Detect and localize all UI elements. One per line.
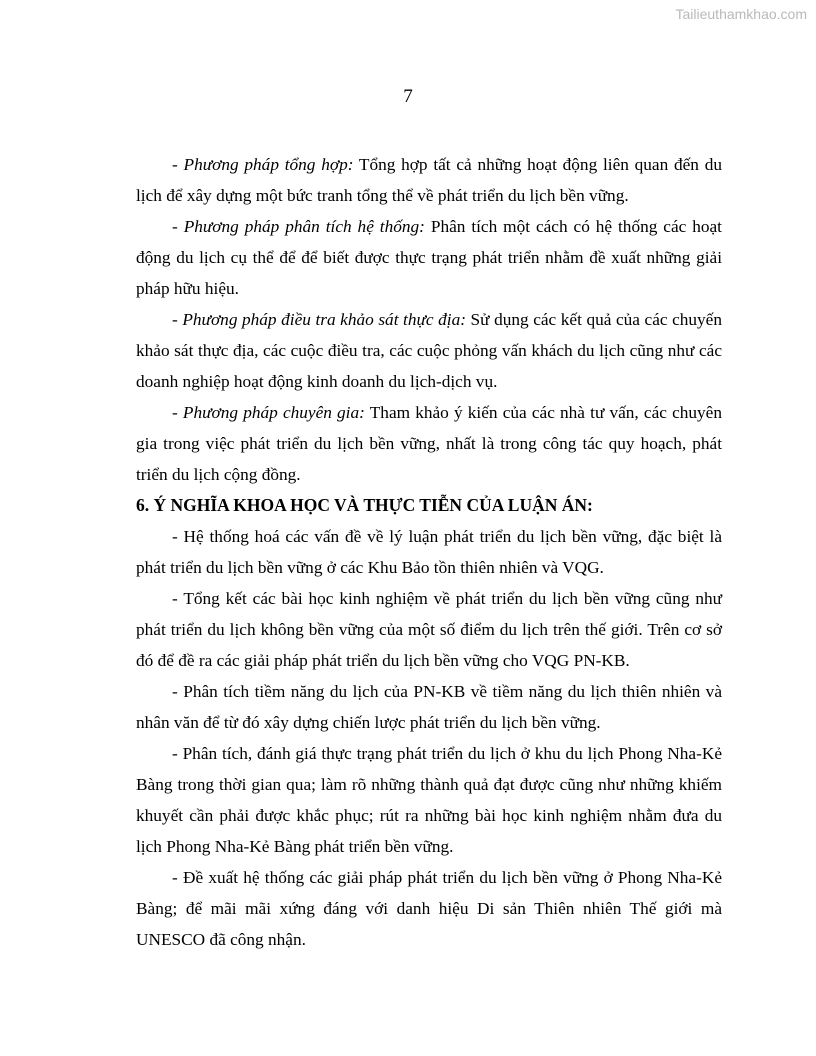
method-name: Phương pháp điều tra khảo sát thực địa:: [182, 310, 466, 329]
section-heading: 6. Ý NGHĨA KHOA HỌC VÀ THỰC TIỄN CỦA LUẬN ÁN:: [136, 495, 593, 515]
method-paragraph: - Phương pháp tổng hợp: Tổng hợp tất cả những hoạt động liên quan đến du lịch để xây dựng một bức tranh tổng thể về phát triển du lịch bền vững.: [136, 155, 722, 205]
method-name: Phương pháp phân tích hệ thống:: [183, 217, 425, 236]
significance-paragraph: - Tổng kết các bài học kinh nghiệm về phát triển du lịch bền vững cũng như phát triển du lịch không bền vững của một số điểm du lịch trên thế giới. Trên cơ sở đó để đề ra các giải pháp phát triển du lịch bền vững cho VQG PN-KB.: [136, 589, 722, 670]
method-text: Tổng hợp tất cả những hoạt động liên quan đến du lịch để xây dựng một bức tranh tổng thể về phát triển du lịch bền vững.: [136, 155, 722, 205]
method-name: Phương pháp tổng hợp:: [183, 155, 354, 174]
significance-paragraph: - Phân tích tiềm năng du lịch của PN-KB về tiềm năng du lịch thiên nhiên và nhân văn để từ đó xây dựng chiến lược phát triển du lịch bền vững.: [136, 682, 722, 732]
method-name: Phương pháp chuyên gia:: [182, 403, 365, 422]
document-body: [136, 149, 722, 955]
significance-paragraph: - Phân tích, đánh giá thực trạng phát triển du lịch ở khu du lịch Phong Nha-Kẻ Bàng trong thời gian qua; làm rõ những thành quả đạt được cũng như những khiếm khuyết cần phải được khắc phục; rút ra những bài học kinh nghiệm nhằm đưa du lịch Phong Nha-Kẻ Bàng phát triển bền vững.: [136, 744, 722, 856]
method-text: Tham khảo ý kiến của các nhà tư vấn, các chuyên gia trong việc phát triển du lịch bền vững, nhất là trong công tác quy hoạch, phát triển du lịch cộng đồng.: [136, 403, 722, 484]
method-text: Sử dụng các kết quả của các chuyến khảo sát thực địa, các cuộc điều tra, các cuộc phỏng vấn khách du lịch cũng như các doanh nghiệp hoạt động kinh doanh du lịch-dịch vụ.: [136, 310, 722, 391]
page-number: 7: [403, 86, 413, 107]
significance-paragraph: - Đề xuất hệ thống các giải pháp phát triển du lịch bền vững ở Phong Nha-Kẻ Bàng; để mãi mãi xứng đáng với danh hiệu Di sản Thiên nhiên Thế giới mà UNESCO đã công nhận.: [136, 868, 722, 949]
method-text: Phân tích một cách có hệ thống các hoạt động du lịch cụ thể để để biết được thực trạng phát triển nhằm đề xuất những giải pháp hữu hiệu.: [136, 217, 722, 298]
watermark: Tailieuthamkhao.com: [675, 6, 807, 22]
method-paragraph: - Phương pháp chuyên gia: Tham khảo ý kiến của các nhà tư vấn, các chuyên gia trong việc phát triển du lịch bền vững, nhất là trong công tác quy hoạch, phát triển du lịch cộng đồng.: [136, 403, 722, 484]
significance-paragraph: - Hệ thống hoá các vấn đề về lý luận phát triển du lịch bền vững, đặc biệt là phát triển du lịch bền vững ở các Khu Bảo tồn thiên nhiên và VQG.: [136, 527, 722, 577]
method-paragraph: - Phương pháp phân tích hệ thống: Phân tích một cách có hệ thống các hoạt động du lịch cụ thể để để biết được thực trạng phát triển nhằm đề xuất những giải pháp hữu hiệu.: [136, 217, 722, 298]
method-paragraph: - Phương pháp điều tra khảo sát thực địa: Sử dụng các kết quả của các chuyến khảo sát thực địa, các cuộc điều tra, các cuộc phỏng vấn khách du lịch cũng như các doanh nghiệp hoạt động kinh doanh du lịch-dịch vụ.: [136, 310, 722, 391]
